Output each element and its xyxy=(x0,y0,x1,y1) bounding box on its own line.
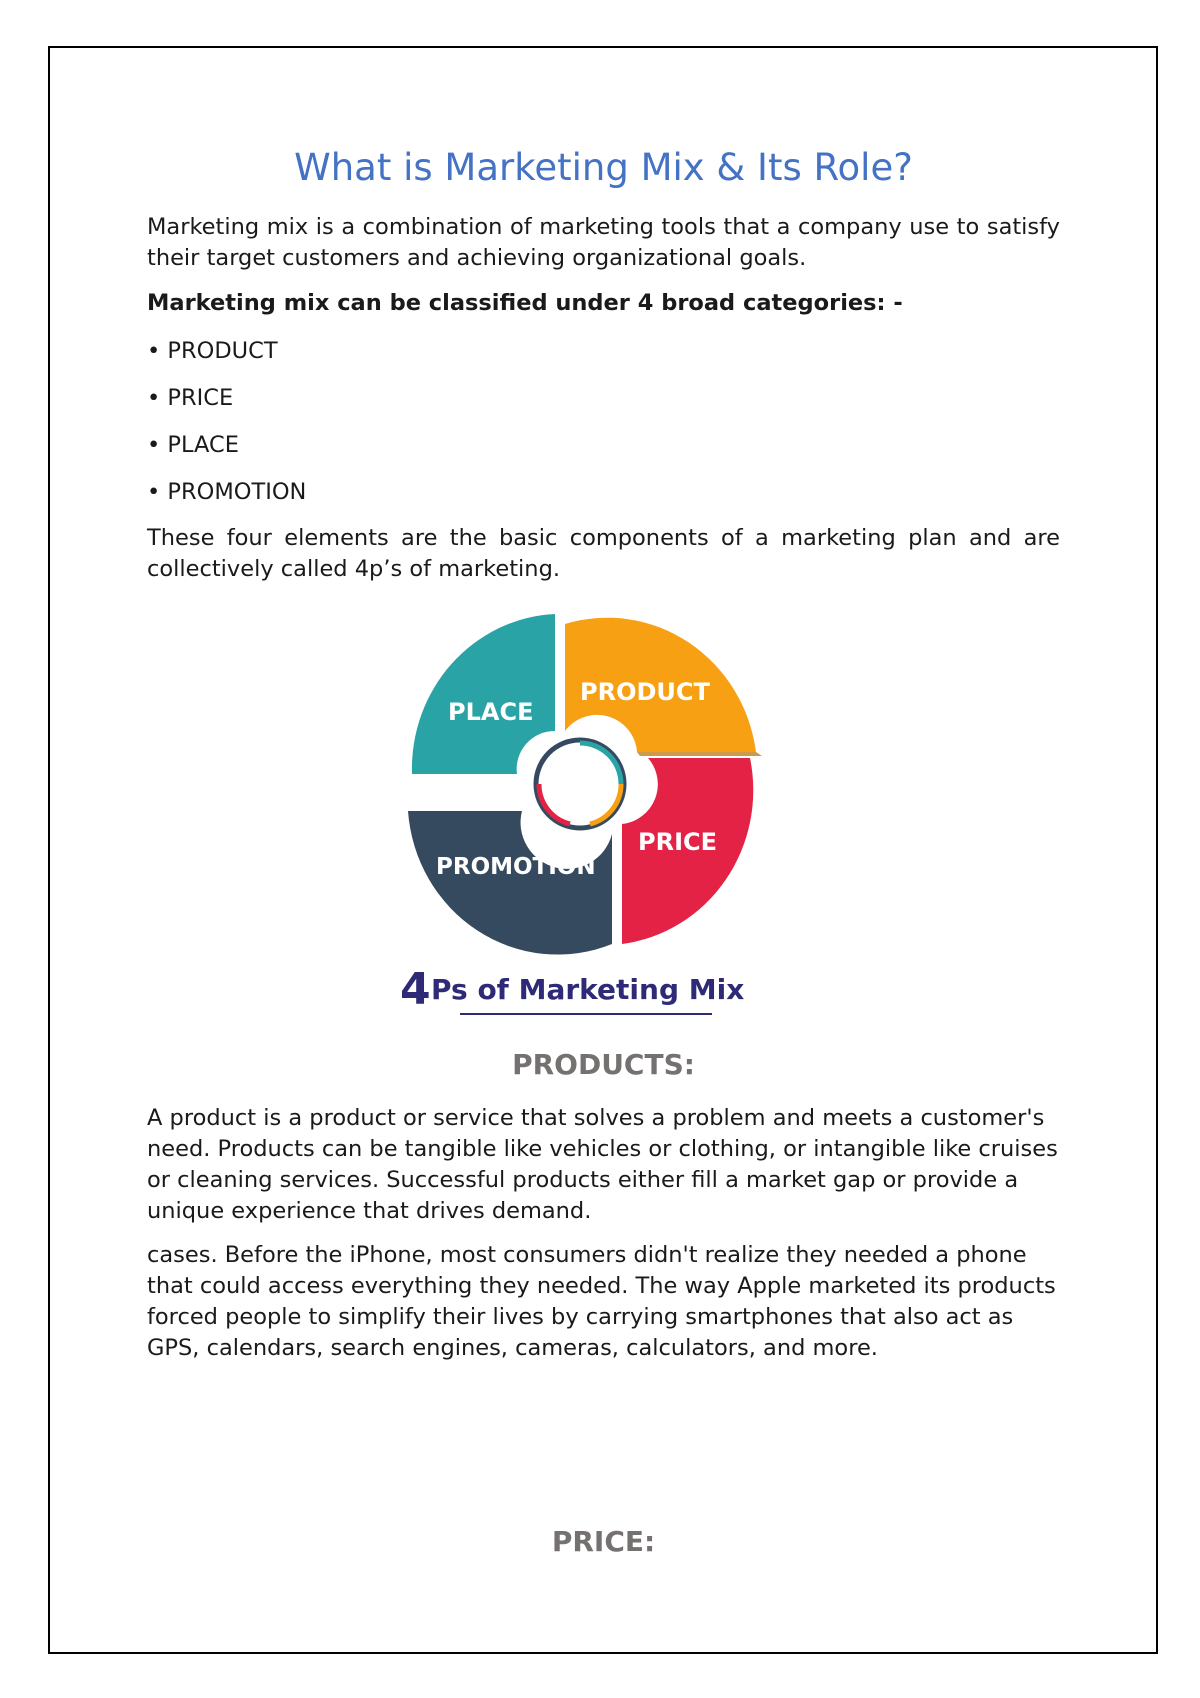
bullet-place: • PLACE xyxy=(147,432,239,458)
products-paragraph-2: cases. Before the iPhone, most consumers didn't realize they needed a phone that could access everything they needed. The way Apple marketed its products forced people to simplify their lives by carrying smartphones that also act as GPS, calendars, search engines, cameras, calculators, and more. xyxy=(147,1242,1056,1361)
bullet-product: • PRODUCT xyxy=(147,338,278,364)
place-label: PLACE xyxy=(448,698,534,726)
product-label: PRODUCT xyxy=(580,678,710,706)
bullet-price: • PRICE xyxy=(147,385,234,411)
intro-paragraph: Marketing mix is a combination of marketing tools that a company use to satisfy their target customers and achieving organizational goals. xyxy=(147,214,1060,271)
price-label: PRICE xyxy=(638,828,718,856)
caption-number: 4 xyxy=(400,964,431,1015)
bullet-promotion: • PROMOTION xyxy=(147,479,307,505)
promotion-label: PROMOTION xyxy=(436,854,596,880)
caption-text: Ps of Marketing Mix xyxy=(431,973,745,1006)
marketing-mix-diagram xyxy=(400,606,800,1026)
page-title: What is Marketing Mix & Its Role? xyxy=(294,146,913,189)
price-heading: PRICE: xyxy=(551,1525,656,1558)
classification-heading: Marketing mix can be classified under 4 broad categories: - xyxy=(147,290,903,316)
place-segment xyxy=(412,614,555,774)
summary-paragraph: These four elements are the basic components of a marketing plan and are collectively called 4p’s of marketing. xyxy=(147,525,1060,582)
products-paragraph-1: A product is a product or service that solves a problem and meets a customer's need. Products can be tangible like vehicles or clothing, or intangible like cruises or cleaning services. Successful products either fill a market gap or provide a unique experience that drives demand. xyxy=(147,1105,1058,1224)
products-heading: PRODUCTS: xyxy=(512,1048,695,1081)
